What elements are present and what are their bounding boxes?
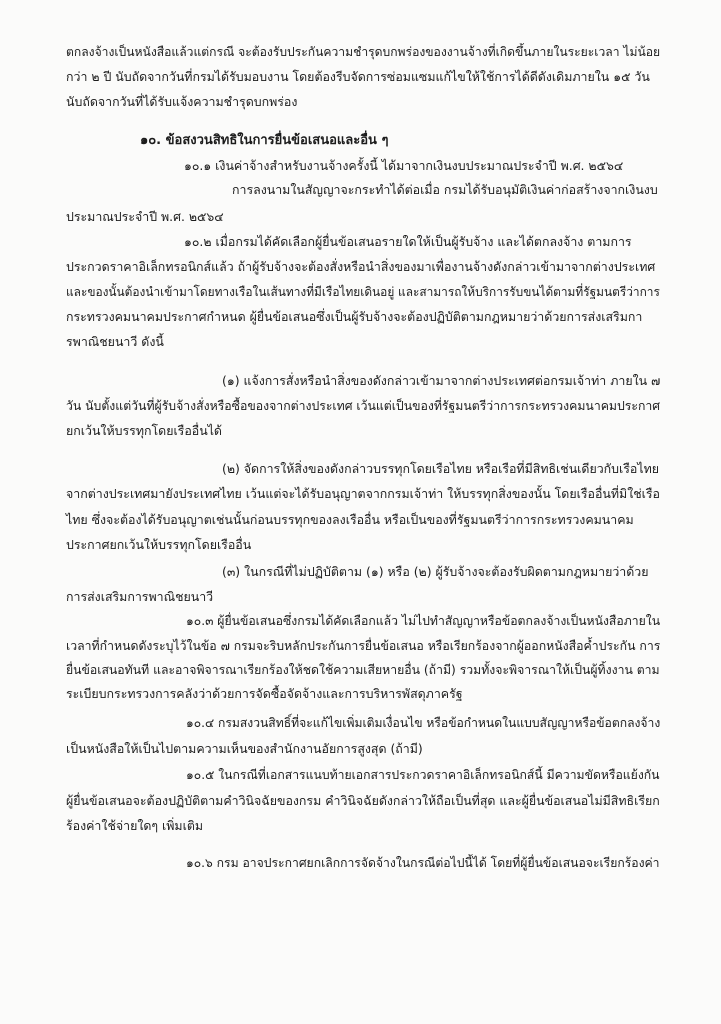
section-heading: ๑๐. ข้อสงวนสิทธิในการยื่นข้อเสนอและอื่น ๆ bbox=[140, 133, 389, 148]
text-line: กว่า ๒ ปี นับถัดจากวันที่กรมได้รับมอบงาน โดยต้องรีบจัดการซ่อมแซมแก้ไขให้ใช้การได้ดีดังเดิมภายใน ๑๕ วัน bbox=[66, 69, 650, 84]
text-line: ระเบียบกระทรวงการคลังว่าด้วยการจัดซื้อจัดจ้างและการบริหารพัสดุภาครัฐ bbox=[66, 686, 463, 701]
text-line: ๑๐.๖ กรม อาจประกาศยกเลิกการจัดจ้างในกรณีต่อไปนี้ได้ โดยที่ผู้ยื่นข้อเสนอจะเรียกร้องค่า bbox=[186, 855, 660, 870]
text-line: เป็นหนังสือให้เป็นไปตามความเห็นของสำนักงานอัยการสูงสุด (ถ้ามี) bbox=[66, 741, 423, 756]
text-line: ร้องค่าใช้จ่ายใดๆ เพิ่มเติม bbox=[66, 818, 204, 833]
text-line: รพาณิชยนาวี ดังนี้ bbox=[66, 334, 164, 349]
text-line: เวลาที่กำหนดดังระบุไว้ในข้อ ๗ กรมจะริบหลักประกันการยื่นข้อเสนอ หรือเรียกร้องจากผู้ออกหนังสือค้ำประกัน การ bbox=[66, 638, 661, 653]
text-line: ประกวดราคาอิเล็กทรอนิกส์แล้ว ถ้าผู้รับจ้างจะต้องสั่งหรือนำสิ่งของมาเพื่องานจ้างดังกล่าวเข้ามาจากต่างประเทศ bbox=[66, 259, 656, 274]
text-line: วัน นับตั้งแต่วันที่ผู้รับจ้างสั่งหรือซื้อของจากต่างประเทศ เว้นแต่เป็นของที่รัฐมนตรีว่าการกระทรวงคมนาคมประกาศ bbox=[66, 398, 661, 413]
text-line: ประมาณประจำปี พ.ศ. ๒๕๖๔ bbox=[66, 209, 224, 224]
text-line: ยื่นข้อเสนอทันที และอาจพิจารณาเรียกร้องให้ชดใช้ความเสียหายอื่น (ถ้ามี) รวมทั้งจะพิจารณาให้เป็นผู้ทิ้งงาน ตาม bbox=[66, 662, 660, 677]
text-line: ประกาศยกเว้นให้บรรทุกโดยเรืออื่น bbox=[66, 537, 252, 552]
text-line: ๑๐.๔ กรมสงวนสิทธิ์ที่จะแก้ไขเพิ่มเติมเงื่อนไข หรือข้อกำหนดในแบบสัญญาหรือข้อตกลงจ้าง bbox=[186, 715, 661, 730]
text-line: (๒) จัดการให้สิ่งของดังกล่าวบรรทุกโดยเรือไทย หรือเรือที่มีสิทธิเช่นเดียวกับเรือไทย bbox=[222, 461, 660, 476]
text-line: นับถัดจากวันที่ได้รับแจ้งความชำรุดบกพร่อง bbox=[66, 94, 298, 109]
text-line: ๑๐.๒ เมื่อกรมได้คัดเลือกผู้ยื่นข้อเสนอรายใดให้เป็นผู้รับจ้าง และได้ตกลงจ้าง ตามการ bbox=[184, 234, 632, 249]
text-line: ผู้ยื่นข้อเสนอจะต้องปฏิบัติตามคำวินิจฉัยของกรม คำวินิจฉัยดังกล่าวให้ถือเป็นที่สุด และผู้ยื่นข้อเสนอไม่มีสิทธิเรียก bbox=[66, 793, 660, 808]
text-line: ตกลงจ้างเป็นหนังสือแล้วแต่กรณี จะต้องรับประกันความชำรุดบกพร่องของงานจ้างที่เกิดขึ้นภายในระยะเวลา ไม่น้อย bbox=[66, 44, 661, 59]
text-line: จากต่างประเทศมายังประเทศไทย เว้นแต่จะได้รับอนุญาตจากกรมเจ้าท่า ให้บรรทุกสิ่งของนั้น โดยเรืออื่นที่มิใช่เรือ bbox=[66, 486, 660, 501]
text-line: กระทรวงคมนาคมประกาศกำหนด ผู้ยื่นข้อเสนอซึ่งเป็นผู้รับจ้างจะต้องปฏิบัติตามกฎหมายว่าด้วยการส่งเสริมกา bbox=[66, 309, 643, 324]
text-line: ไทย ซึ่งจะต้องได้รับอนุญาตเช่นนั้นก่อนบรรทุกของลงเรืออื่น หรือเป็นของที่รัฐมนตรีว่าการกระทรวงคมนาคม bbox=[66, 512, 634, 527]
text-line: การลงนามในสัญญาจะกระทำได้ต่อเมื่อ กรมได้รับอนุมัติเงินค่าก่อสร้างจากเงินงบ bbox=[232, 182, 658, 197]
text-line: ๑๐.๑ เงินค่าจ้างสำหรับงานจ้างครั้งนี้ ได้มาจากเงินงบประมาณประจำปี พ.ศ. ๒๕๖๔ bbox=[184, 158, 624, 173]
text-line: ๑๐.๕ ในกรณีที่เอกสารแนบท้ายเอกสารประกวดราคาอิเล็กทรอนิกส์นี้ มีความขัดหรือแย้งกัน bbox=[186, 767, 660, 782]
text-line: (๓) ในกรณีที่ไม่ปฏิบัติตาม (๑) หรือ (๒) ผู้รับจ้างจะต้องรับผิดตามกฎหมายว่าด้วย bbox=[222, 564, 649, 579]
text-line: (๑) แจ้งการสั่งหรือนำสิ่งของดังกล่าวเข้ามาจากต่างประเทศต่อกรมเจ้าท่า ภายใน ๗ bbox=[222, 373, 661, 388]
text-line: และของนั้นต้องนำเข้ามาโดยทางเรือในเส้นทางที่มีเรือไทยเดินอยู่ และสามารถให้บริการรับขนได้ตามที่รัฐมนตรีว่าการ bbox=[66, 284, 660, 299]
text-line: การส่งเสริมการพาณิชยนาวี bbox=[66, 589, 214, 604]
text-line: ยกเว้นให้บรรทุกโดยเรืออื่นได้ bbox=[66, 423, 222, 438]
text-line: ๑๐.๓ ผู้ยื่นข้อเสนอซึ่งกรมได้คัดเลือกแล้ว ไม่ไปทำสัญญาหรือข้อตกลงจ้างเป็นหนังสือภายใน bbox=[186, 613, 661, 628]
